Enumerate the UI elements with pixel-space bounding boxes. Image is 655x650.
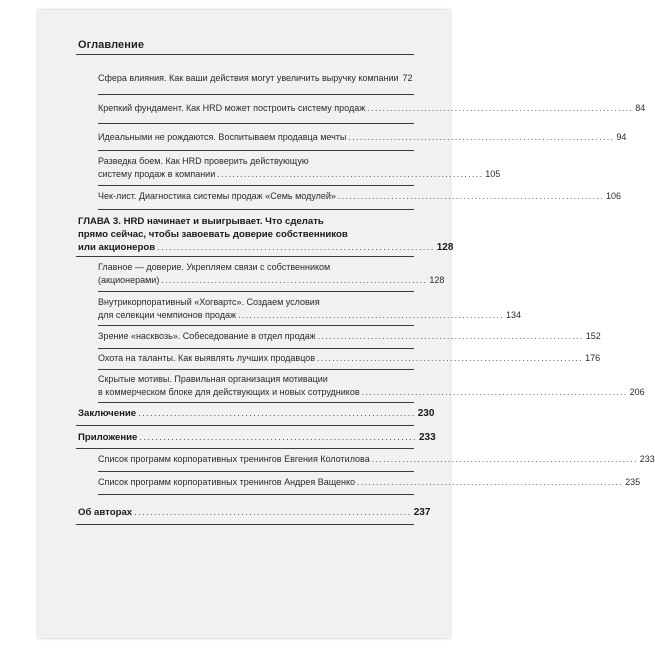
authors-entry: Об авторах ...................................................................... 237 [78, 507, 431, 518]
chapter-rule [76, 256, 414, 257]
entry-rule [98, 402, 414, 403]
toc-entry: Список программ корпоративных тренингов Евгения Колотилова ...................................................................... 233 [98, 454, 655, 464]
toc-entry: Разведка боем. Как HRD проверить действующую систему продаж в компании ...................................................................... 105 [98, 156, 501, 179]
entry-rule [98, 209, 414, 210]
chapter-entry: ГЛАВА 3. HRD начинает и выигрывает. Что сделать прямо сейчас, чтобы завоевать доверие собственников или акционеров ...................................................................... 128 [78, 216, 454, 253]
toc-entry: Охота на таланты. Как выявлять лучших продавцов ...................................................................... 176 [98, 353, 601, 363]
toc-entry: Крепкий фундамент. Как HRD может построить систему продаж ...................................................................... 84 [98, 103, 646, 113]
toc-entry: Идеальными не рождаются. Воспитываем продавца мечты ...................................................................... 94 [98, 132, 627, 142]
toc-entry: Зрение «насквозь». Собеседование в отдел продаж ...................................................................... 152 [98, 331, 601, 341]
entry-rule [98, 94, 414, 95]
entry-rule [98, 369, 414, 370]
entry-rule [98, 325, 414, 326]
entry-rule [98, 348, 414, 349]
entry-rule [98, 185, 414, 186]
appendix-entry: Приложение ...................................................................... 233 [78, 432, 436, 443]
toc-entry: Сфера влияния. Как ваши действия могут увеличить выручку компании 72 [98, 73, 413, 83]
entry-rule [98, 494, 414, 495]
header-rule [76, 54, 414, 55]
section-rule [76, 448, 414, 449]
entry-rule [98, 123, 414, 124]
section-rule [76, 425, 414, 426]
entry-rule [98, 150, 414, 151]
conclusion-entry: Заключение ...................................................................... 230 [78, 408, 435, 419]
toc-entry: Скрытые мотивы. Правильная организация мотивации в коммерческом блоке для действующих и новых сотрудников ...................................................................... 206 [98, 374, 645, 397]
section-rule [76, 524, 414, 525]
toc-entry: Список программ корпоративных тренингов Андрея Ващенко ...................................................................... 235 [98, 477, 641, 487]
toc-entry: Чек-лист. Диагностика системы продаж «Семь модулей» ...................................................................... 106 [98, 191, 621, 201]
toc-entry: Главное — доверие. Укрепляем связи с собственником (акционерами) ...................................................................... 128 [98, 262, 445, 285]
book-page [38, 10, 655, 638]
entry-rule [98, 291, 414, 292]
toc-entry: Внутрикорпоративный «Хогвартс». Создаем условия для селекции чемпионов продаж ...................................................................... 134 [98, 297, 522, 320]
entry-rule [98, 471, 414, 472]
page-header: Оглавление [78, 39, 145, 51]
